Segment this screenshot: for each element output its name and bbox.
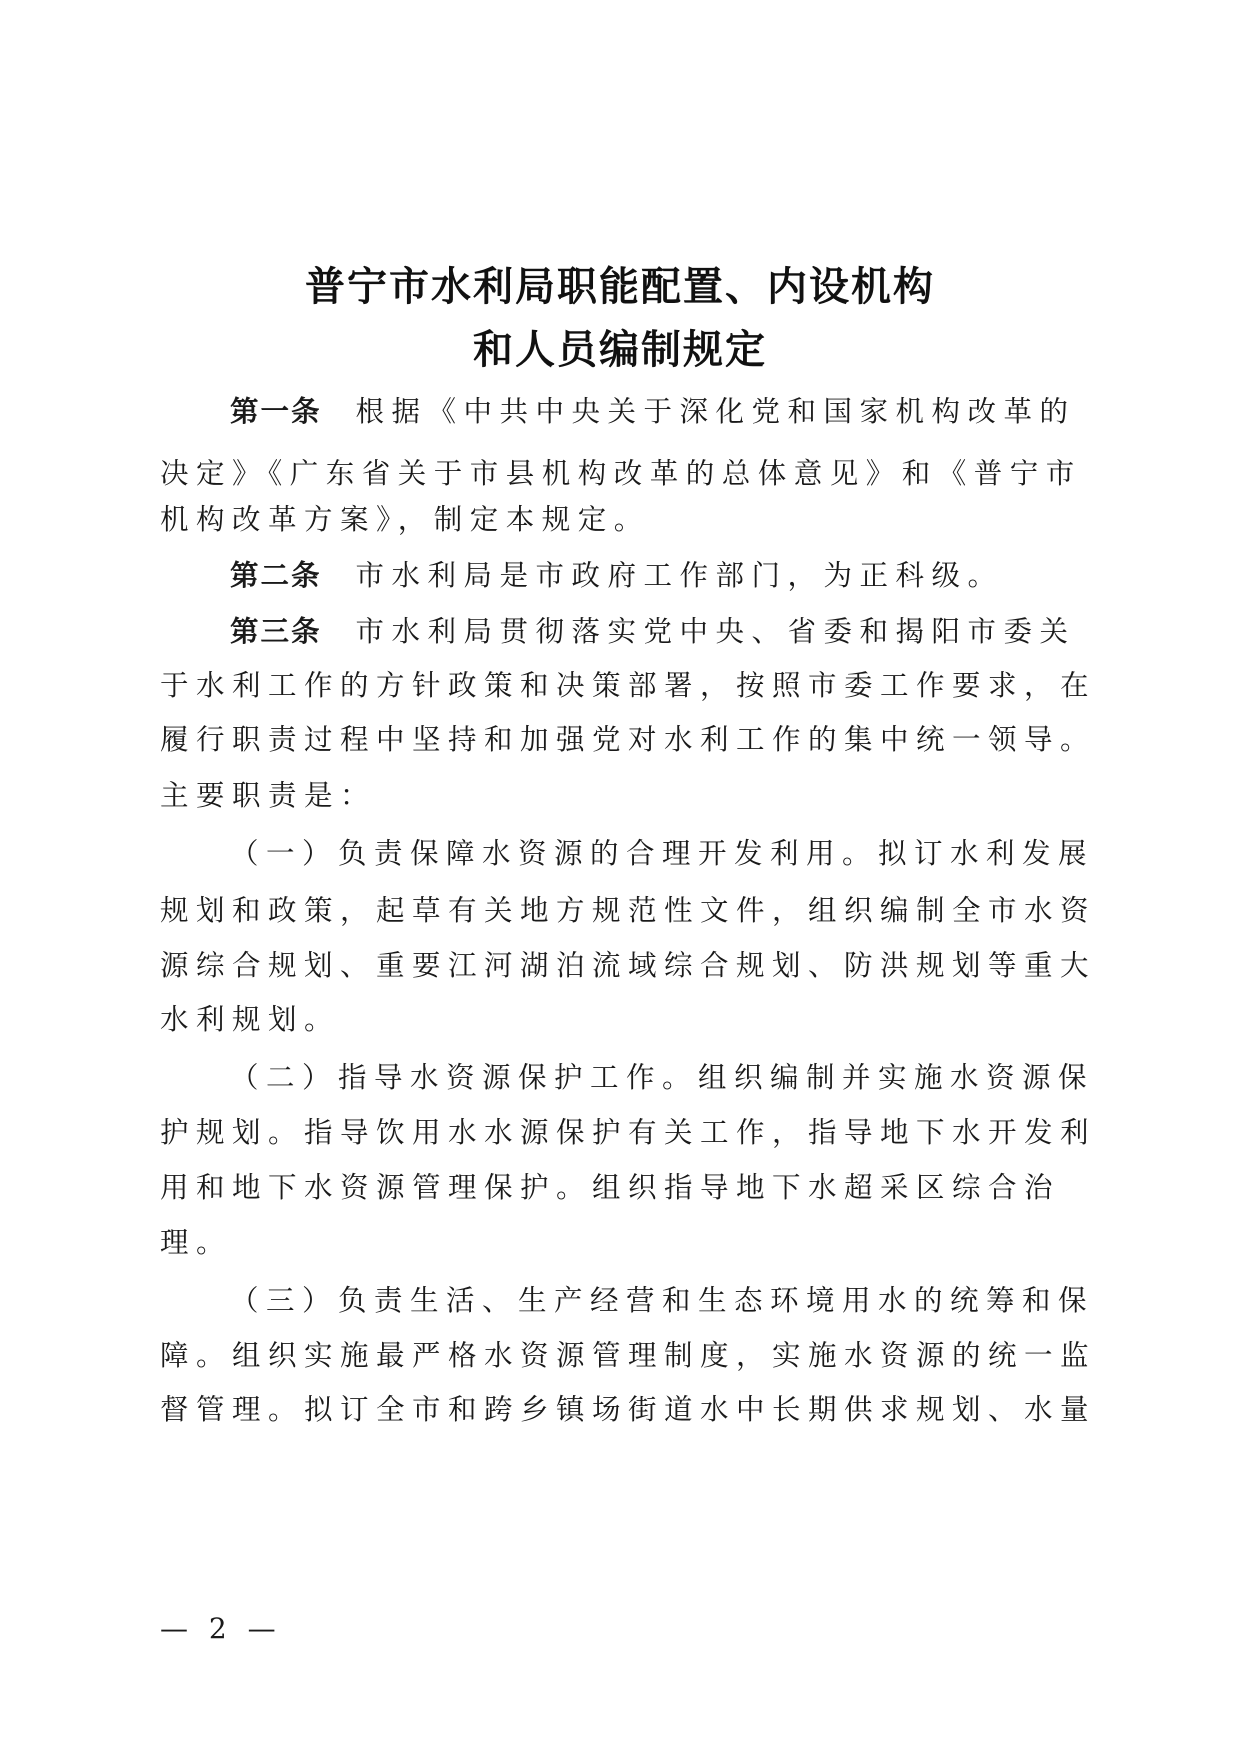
article-2-label: 第二条 (230, 559, 322, 592)
article-2-line-1: 市水利局是市政府工作部门，为正科级。 (355, 559, 1004, 592)
duty-1-line-3: 源综合规划、重要江河湖泊流域综合规划、防洪规划等重大 (160, 949, 1097, 982)
duty-1-line-1: （一）负责保障水资源的合理开发利用。拟订水利发展 (230, 837, 1095, 870)
article-1-label: 第一条 (230, 395, 322, 428)
article-3-line-3: 履行职责过程中坚持和加强党对水利工作的集中统一领导。 (160, 723, 1097, 756)
article-3-paragraph (230, 612, 1080, 652)
duty-2-line-2: 护规划。指导饮用水水源保护有关工作，指导地下水开发利 (160, 1116, 1097, 1149)
duty-3-line-3: 督管理。拟订全市和跨乡镇场街道水中长期供求规划、水量 (160, 1393, 1097, 1426)
duty-3-line-2: 障。组织实施最严格水资源管理制度，实施水资源的统一监 (160, 1339, 1097, 1372)
article-1-line-2: 决定》《广东省关于市县机构改革的总体意见》和《普宁市 (160, 457, 1082, 490)
article-2-paragraph (230, 556, 1080, 596)
article-3-line-2: 于水利工作的方针政策和决策部署，按照市委工作要求，在 (160, 669, 1097, 702)
duty-1-line-4: 水利规划。 (160, 1003, 341, 1036)
article-3-line-1: 市水利局贯彻落实党中央、省委和揭阳市委关 (355, 615, 1076, 648)
article-3-label: 第三条 (230, 615, 322, 648)
article-1-line-3: 机构改革方案》，制定本规定。 (160, 503, 650, 536)
duty-2-line-1: （二）指导水资源保护工作。组织编制并实施水资源保 (230, 1061, 1095, 1094)
document-title-line-1: 普宁市水利局职能配置、内设机构 (305, 264, 935, 310)
page-number: — 2 — (160, 1612, 282, 1645)
article-1-line-1: 根据《中共中央关于深化党和国家机构改革的 (355, 395, 1076, 428)
document-title-line-2: 和人员编制规定 (473, 327, 767, 373)
article-3-line-4: 主要职责是： (160, 779, 377, 812)
duty-1-line-2: 规划和政策，起草有关地方规范性文件，组织编制全市水资 (160, 894, 1097, 927)
duty-3-line-1: （三）负责生活、生产经营和生态环境用水的统筹和保 (230, 1284, 1095, 1317)
duty-2-line-3: 用和地下水资源管理保护。组织指导地下水超采区综合治 (160, 1171, 1061, 1204)
duty-2-line-4: 理。 (160, 1226, 233, 1259)
article-1-paragraph (230, 392, 1080, 432)
